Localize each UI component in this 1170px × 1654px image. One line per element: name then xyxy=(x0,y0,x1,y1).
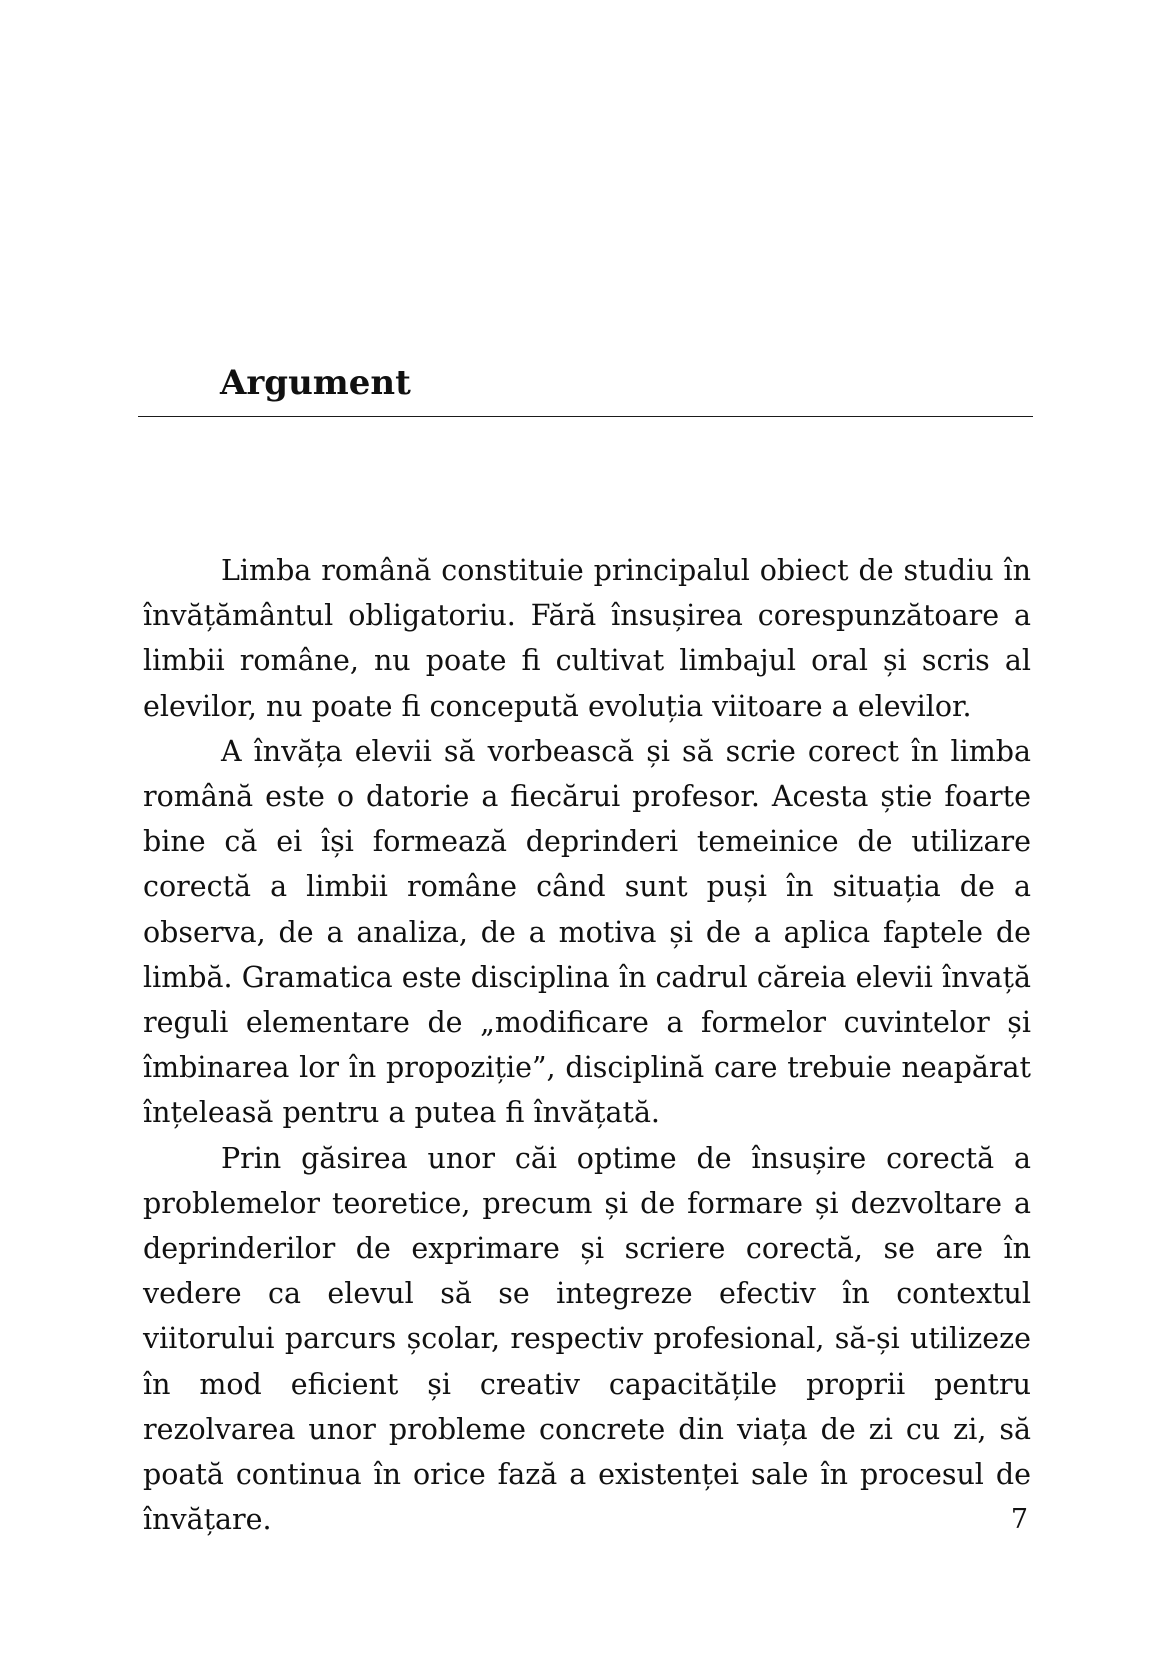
paragraph-3: Prin găsirea unor căi optime de însușire corectă a problemelor teoretice, precum și de formare și dezvoltare a deprinderilor de exprimare și scriere corectă, se are în vedere ca elevul să se integreze efectiv în contextul viitorului parcurs școlar, respectiv profesional, să-și utilizeze în mod eficient și creativ capacitățile proprii pentru rezolvarea unor probleme concrete din viața de zi cu zi, să poată continua în orice fază a existenței sale în procesul de învățare. xyxy=(143,1141,1031,1537)
section-heading: Argument xyxy=(220,363,411,403)
page-number: 7 xyxy=(1010,1504,1028,1535)
body-text xyxy=(143,548,1031,1542)
paragraph-1: Limba română constituie principalul obiect de studiu în învățământul obligatoriu. Fără însușirea corespunzătoare a limbii române, nu poate fi cultivat limbajul oral și scris al elevilor, nu poate fi concepută evoluția viitoare a elevilor. xyxy=(143,554,1031,723)
heading-underline xyxy=(138,416,1033,417)
paragraph-2: A învăța elevii să vorbească și să scrie corect în limba română este o datorie a fiecărui profesor. Acesta știe foarte bine că ei își formează deprinderi temeinice de utilizare corectă a limbii române când sunt puși în situația de a observa, de a analiza, de a motiva și de a aplica faptele de limbă. Gramatica este disciplina în cadrul căreia elevii învață reguli elementare de „modificare a formelor cuvintelor și îmbinarea lor în propoziție”, disciplină care trebuie neapărat înțeleasă pentru a putea fi învățată. xyxy=(143,734,1031,1130)
heading-block xyxy=(138,360,1033,417)
